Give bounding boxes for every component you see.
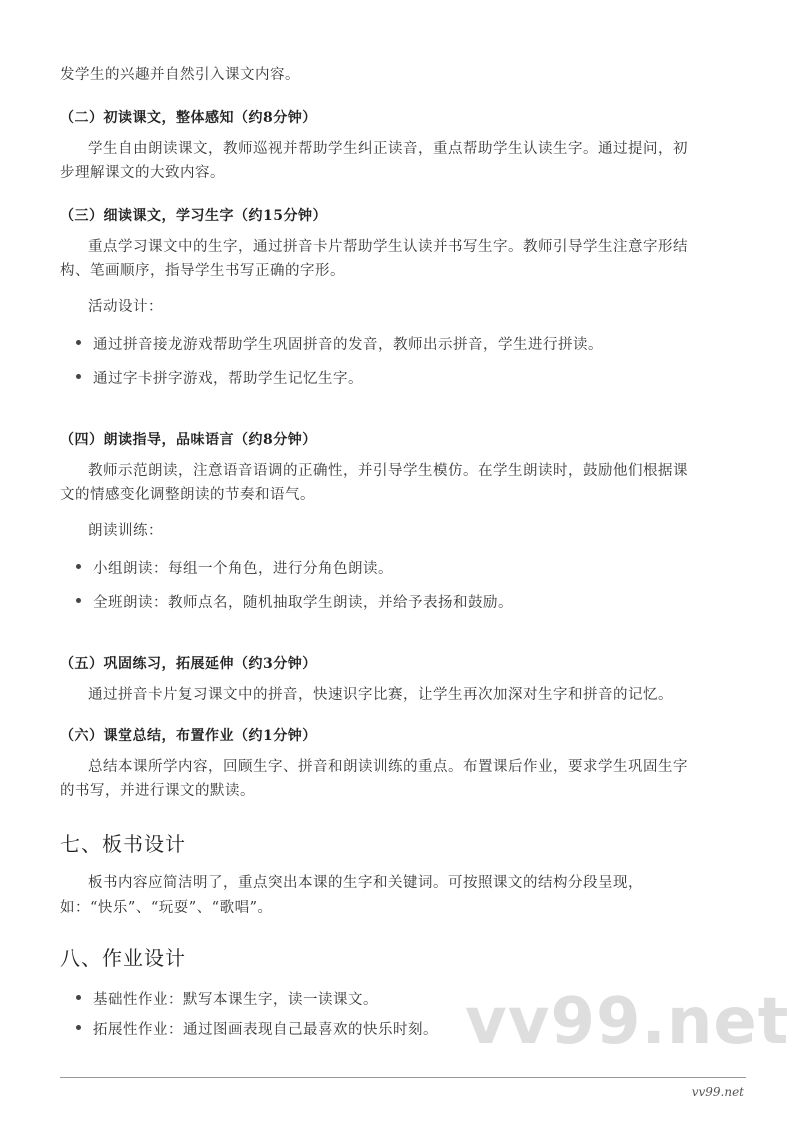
section-4-paragraph-line-1: 教师示范朗读，注意语音语调的正确性，并引导学生模仿。在学生朗读时，鼓励他们根据课 xyxy=(88,463,688,479)
list-item-text: 全班朗读：教师点名，随机抽取学生朗读，并给予表扬和鼓励。 xyxy=(93,595,513,611)
section-6-paragraph-line-1: 总结本课所学内容，回顾生字、拼音和朗读训练的重点。布置课后作业，要求学生巩固生字 xyxy=(88,759,688,775)
section-6-paragraph-line-2: 的书写，并进行课文的默读。 xyxy=(60,783,255,799)
section-2-heading: （二）初读课文，整体感知（约8分钟） xyxy=(60,110,317,126)
section-7-paragraph-line-2: 如：“快乐”、“玩耍”、“歌唱”。 xyxy=(60,900,273,916)
list-item-text: 小组朗读：每组一个角色，进行分角色朗读。 xyxy=(93,561,393,577)
list-item-text: 通过字卡拼字游戏，帮助学生记忆生字。 xyxy=(93,371,363,387)
section-6-heading: （六）课堂总结，布置作业（约1分钟） xyxy=(60,728,317,744)
section-3-heading: （三）细读课文，学习生字（约15分钟） xyxy=(60,208,327,224)
list-item-text: 基础性作业：默写本课生字，读一读课文。 xyxy=(93,992,378,1008)
activity-design-label: 活动设计： xyxy=(88,299,163,315)
list-item-text: 拓展性作业：通过图画表现自己最喜欢的快乐时刻。 xyxy=(93,1022,438,1038)
section-7-heading: 七、板书设计 xyxy=(60,832,186,856)
bullet-icon xyxy=(76,340,81,345)
bullet-icon xyxy=(76,995,81,1000)
list-item-text: 通过拼音接龙游戏帮助学生巩固拼音的发音，教师出示拼音，学生进行拼读。 xyxy=(93,337,603,353)
section-5-heading: （五）巩固练习，拓展延伸（约3分钟） xyxy=(60,656,317,672)
section-3-paragraph-line-2: 构、笔画顺序，指导学生书写正确的字形。 xyxy=(60,263,345,279)
watermark: vv99.net xyxy=(465,985,790,1059)
section-7-paragraph-line-1: 板书内容应简洁明了，重点突出本课的生字和关键词。可按照课文的结构分段呈现， xyxy=(88,875,643,891)
reading-training-label: 朗读训练： xyxy=(88,523,163,539)
footer-divider xyxy=(60,1077,746,1078)
intro-paragraph-tail: 发学生的兴趣并自然引入课文内容。 xyxy=(60,67,300,83)
bullet-icon xyxy=(76,1025,81,1030)
bullet-icon xyxy=(76,598,81,603)
footer-site-label: vv99.net xyxy=(691,1085,744,1099)
section-5-paragraph-line-1: 通过拼音卡片复习课文中的拼音，快速识字比赛，让学生再次加深对生字和拼音的记忆。 xyxy=(88,687,673,703)
section-4-heading: （四）朗读指导，品味语言（约8分钟） xyxy=(60,432,317,448)
bullet-icon xyxy=(76,374,81,379)
section-3-paragraph-line-1: 重点学习课文中的生字，通过拼音卡片帮助学生认读并书写生字。教师引导学生注意字形结 xyxy=(88,239,688,255)
section-4-paragraph-line-2: 文的情感变化调整朗读的节奏和语气。 xyxy=(60,487,315,503)
section-2-paragraph-line-1: 学生自由朗读课文，教师巡视并帮助学生纠正读音，重点帮助学生认读生字。通过提问，初 xyxy=(88,141,688,157)
section-8-heading: 八、作业设计 xyxy=(60,946,186,970)
section-2-paragraph-line-2: 步理解课文的大致内容。 xyxy=(60,165,225,181)
bullet-icon xyxy=(76,564,81,569)
